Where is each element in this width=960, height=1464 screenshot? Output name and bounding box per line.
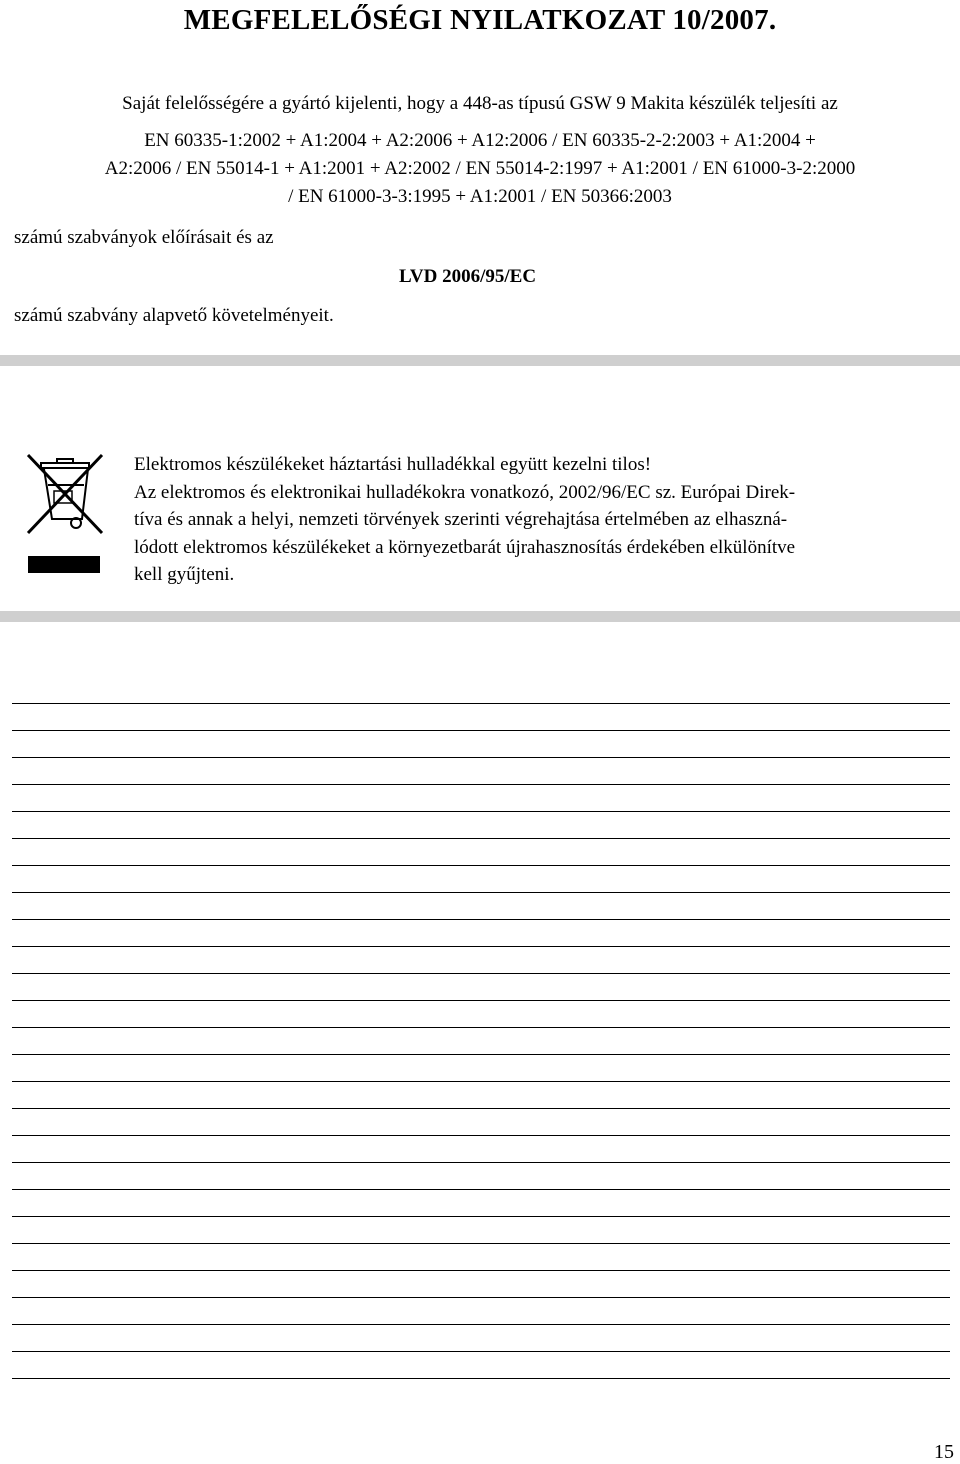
notes-line [12,919,950,920]
notes-line [12,1351,950,1352]
notes-line [12,784,950,785]
notes-line [12,1135,950,1136]
standards-line: A2:2006 / EN 55014-1 + A1:2001 + A2:2002 / EN 55014-2:1997 + A1:2001 / EN 61000-3-2:2000 [104,158,856,179]
declaration-intro: Saját felelősségére a gyártó kijelenti, hogy a 448-as típusú GSW 9 Makita készülék teljesíti az [122,93,838,114]
standards-line: EN 60335-1:2002 + A1:2004 + A2:2006 + A12:2006 / EN 60335-2-2:2003 + A1:2004 + [144,130,816,151]
notes-line [12,730,950,731]
notes-line [12,1270,950,1271]
standards-suffix: számú szabványok előírásait és az [14,227,274,248]
notes-line [12,1378,950,1379]
directive-suffix: számú szabvány alapvető követelményeit. [14,305,334,326]
notes-line [12,1000,950,1001]
notes-line [12,1243,950,1244]
standards-list [14,127,946,211]
notes-line [12,757,950,758]
notes-line [12,1297,950,1298]
weee-line: Az elektromos és elektronikai hulladékokra vonatkozó, 2002/96/EC sz. Európai Direk- [134,481,796,503]
crossed-out-wheelie-bin-icon [24,447,108,577]
weee-line: lódott elektromos készülékeket a környezetbarát újrahasznosítás érdekében elkülönítve [134,536,796,558]
separator-bar [0,611,960,622]
weee-line: tíva és annak a helyi, nemzeti törvények szerinti végrehajtása értelmében az elhaszná- [134,509,788,530]
notes-line [12,865,950,866]
weee-notice [134,451,954,589]
notes-line [12,838,950,839]
weee-line: kell gyűjteni. [134,564,235,585]
notes-line [12,1054,950,1055]
notes-line [12,1027,950,1028]
notes-line [12,703,950,704]
notes-line [12,1162,950,1163]
notes-line [12,1081,950,1082]
declaration-title: MEGFELELŐSÉGI NYILATKOZAT 10/2007. [183,4,777,36]
notes-lines [12,700,950,1390]
notes-line [12,1324,950,1325]
separator-bar [0,355,960,366]
notes-line [12,1189,950,1190]
notes-line [12,811,950,812]
notes-line [12,946,950,947]
standards-line: / EN 61000-3-3:1995 + A1:2001 / EN 50366:2003 [288,186,672,207]
notes-line [12,1216,950,1217]
weee-line: Elektromos készülékeket háztartási hulladékkal együtt kezelni tilos! [134,454,652,475]
notes-line [12,1108,950,1109]
notes-line [12,973,950,974]
notes-line [12,892,950,893]
page-number: 15 [934,1441,954,1463]
directive-code: LVD 2006/95/EC [399,266,537,287]
